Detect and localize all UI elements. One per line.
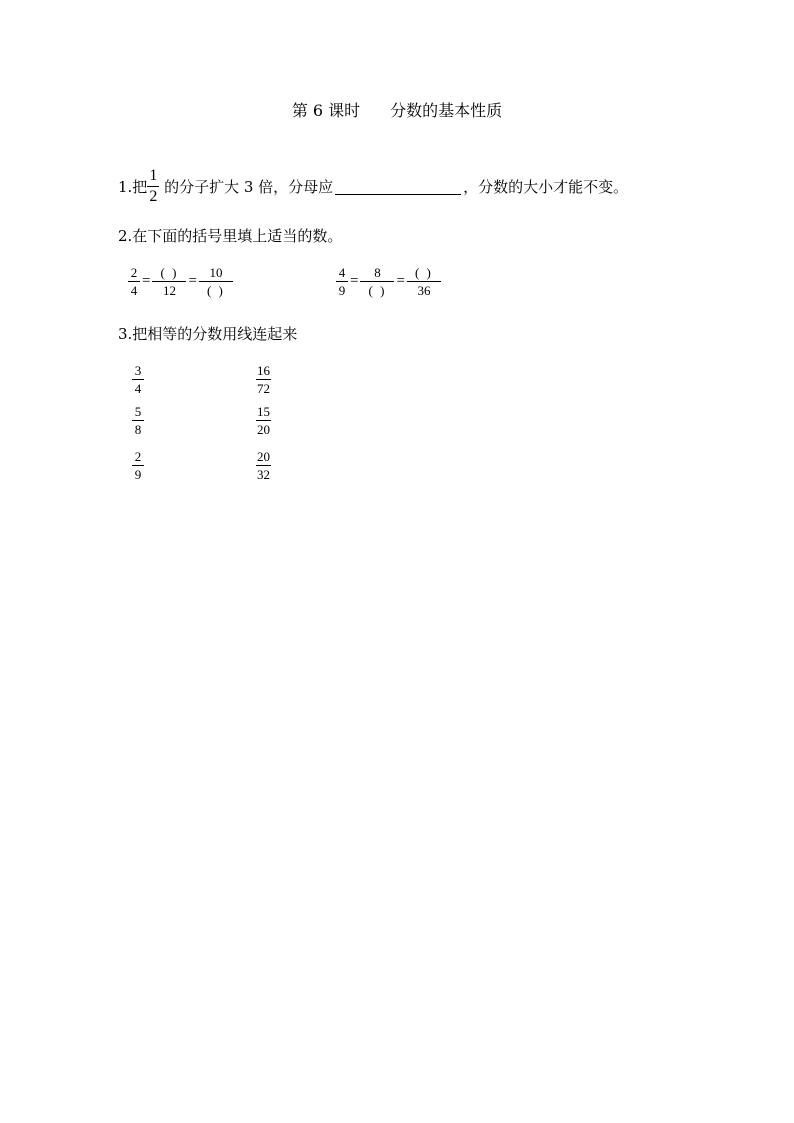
denominator: 12 [162,283,176,298]
q2-eq1-frac-3 [199,266,233,297]
numerator: 15 [257,404,270,419]
numerator: 2 [134,449,142,464]
denominator-blank[interactable]: ( ) [206,283,225,298]
equals-sign: = [350,273,359,289]
denominator: 9 [134,467,142,482]
equals-sign: = [188,273,197,289]
q2-eq1-frac-1 [128,266,140,297]
q3-right-fraction-1[interactable] [256,364,271,395]
numerator: 8 [374,265,381,280]
numerator: 3 [134,363,142,378]
q3-left-fraction-2[interactable] [132,405,144,436]
denominator: 72 [257,381,270,396]
q2-eq2-frac-2 [360,266,394,297]
q2-eq2-frac-1 [336,266,348,297]
q3-right-fraction-3[interactable] [256,450,271,481]
equals-sign: = [142,273,151,289]
numerator: 10 [209,265,223,280]
equals-sign: = [396,273,405,289]
question-3-text: 3.把相等的分数用线连起来 [118,325,298,343]
numerator: 16 [257,363,270,378]
numerator: 20 [257,449,270,464]
q3-right-fraction-2[interactable] [256,405,271,436]
denominator: 4 [134,381,142,396]
denominator: 32 [257,467,270,482]
q2-equation-1 [128,266,233,297]
denominator: 20 [257,422,270,437]
denominator: 4 [130,283,138,298]
q1-fraction-denominator: 2 [149,188,158,205]
q1-answer-blank[interactable] [335,178,461,195]
question-1 [118,168,628,205]
q3-left-fraction-3[interactable] [132,450,144,481]
denominator: 36 [417,283,431,298]
numerator: 5 [134,404,142,419]
denominator: 8 [134,422,142,437]
q2-eq2-frac-3 [407,266,441,297]
denominator: 9 [338,283,346,298]
numerator-blank[interactable]: ( ) [414,265,433,280]
q1-fraction-numerator: 1 [149,167,158,184]
numerator: 4 [338,265,346,280]
numerator: 2 [130,265,138,280]
numerator-blank[interactable]: ( ) [160,265,179,280]
lesson-topic: 分数的基本性质 [390,101,503,120]
question-2-text: 2.在下面的括号里填上适当的数。 [118,227,343,245]
q3-left-fraction-1[interactable] [132,364,144,395]
lesson-number: 第 6 课时 [291,101,361,120]
q1-prefix: 1.把 [118,178,148,196]
q1-middle: 的分子扩大 3 倍，分母应 [159,178,334,196]
q1-suffix: ，分数的大小才能不变。 [463,178,629,196]
q1-fraction [147,168,159,205]
q2-eq1-frac-2 [152,266,186,297]
page-title [0,98,794,121]
q2-equation-2 [336,266,441,297]
denominator-blank[interactable]: ( ) [368,283,387,298]
